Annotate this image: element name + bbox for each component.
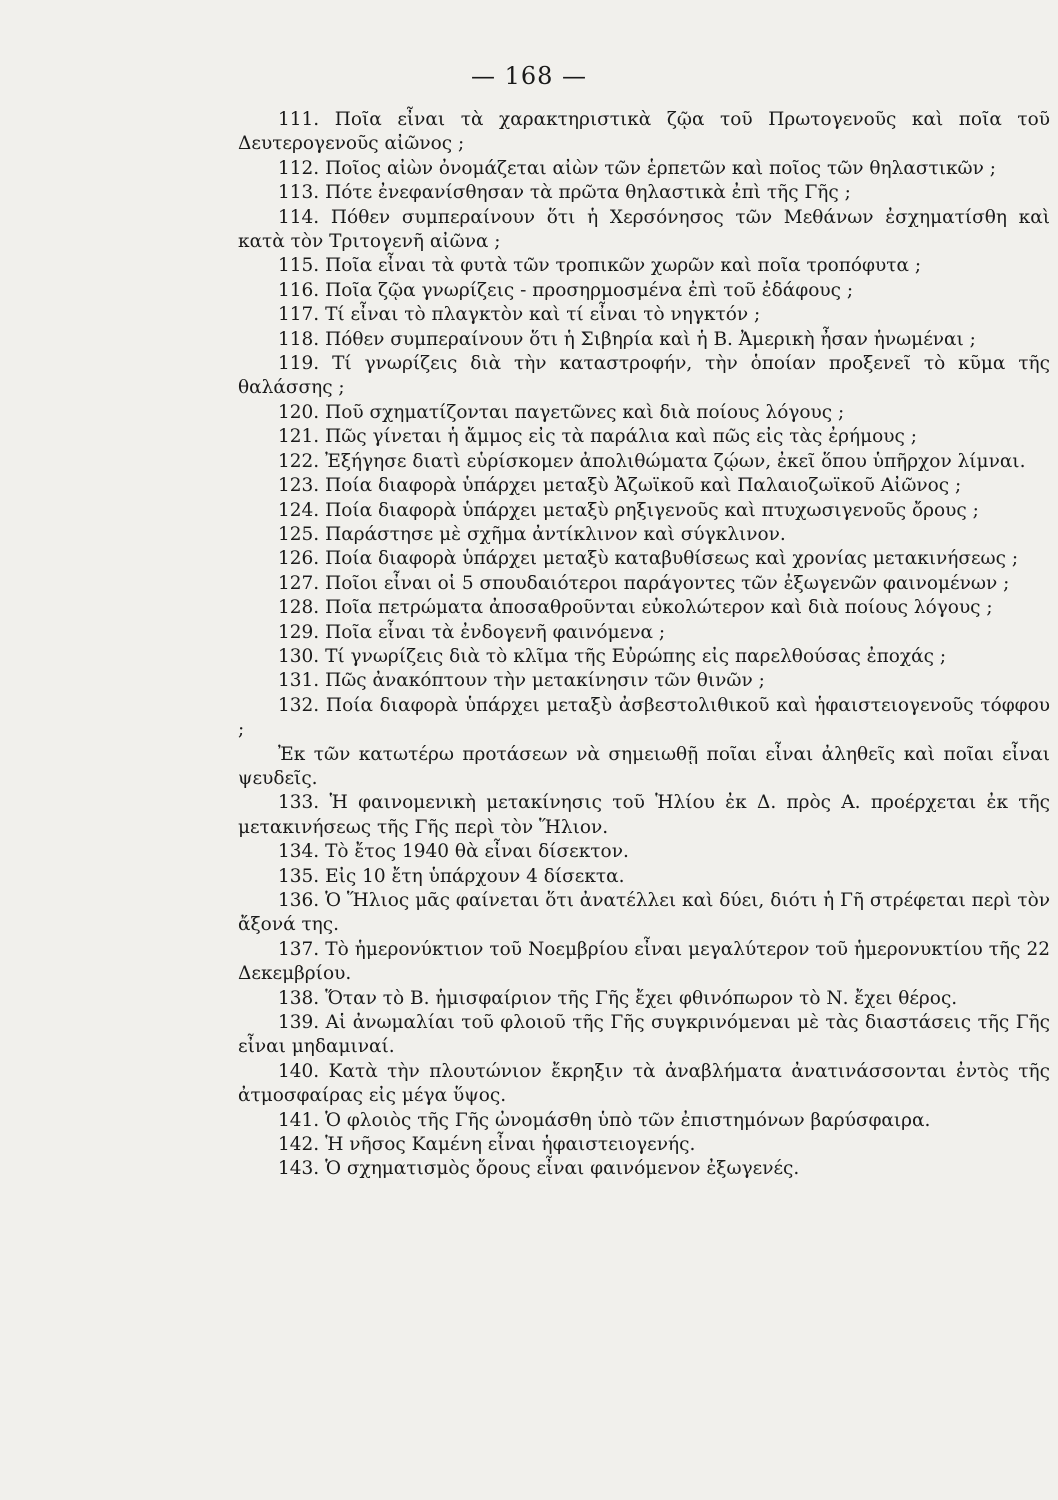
question-item: 121. Πῶς γίνεται ἡ ἄμμος εἰς τὰ παράλια καὶ πῶς εἰς τὰς ἐρήμους ; xyxy=(278,426,917,448)
statement-list xyxy=(238,791,1050,1182)
question-item: 117. Τί εἶναι τὸ πλαγκτὸν καὶ τί εἶναι τὸ νηγκτόν ; xyxy=(278,304,761,326)
question-item: 115. Ποῖα εἶναι τὰ φυτὰ τῶν τροπικῶν χωρῶν καὶ ποῖα τροπόφυτα ; xyxy=(278,255,922,277)
question-item: 116. Ποῖα ζῷα γνωρίζεις - προσηρμοσμένα ἐπὶ τοῦ ἐδάφους ; xyxy=(278,279,854,301)
question-item: 131. Πῶς ἀνακόπτουν τὴν μετακίνησιν τῶν θινῶν ; xyxy=(278,670,765,692)
statement-item: 138. Ὅταν τὸ Β. ἡμισφαίριον τῆς Γῆς ἔχει φθινόπωρον τὸ Ν. ἔχει θέρος. xyxy=(278,987,958,1009)
question-item: 129. Ποῖα εἶναι τὰ ἐνδογενῆ φαινόμενα ; xyxy=(278,621,666,643)
statement-item: 133. Ἡ φαινομενικὴ μετακίνησις τοῦ Ἡλίου ἐκ Δ. πρὸς Α. προέρχεται ἐκ τῆς μετακινήσεως τῆς Γῆς περὶ τὸν Ἥλιον. xyxy=(238,792,1050,838)
question-item: 127. Ποῖοι εἶναι οἱ 5 σπουδαιότεροι παράγοντες τῶν ἐξωγενῶν φαινομένων ; xyxy=(278,572,1010,594)
exercise-text xyxy=(238,108,1050,1182)
question-item: 132. Ποία διαφορὰ ὑπάρχει μεταξὺ ἀσβεστολιθικοῦ καὶ ἡφαιστειογενοῦς τόφφου ; xyxy=(238,694,1050,741)
question-item: 120. Ποῦ σχηματίζονται παγετῶνες καὶ διὰ ποίους λόγους ; xyxy=(278,401,845,423)
statement-item: 142. Ἡ νῆσος Καμένη εἶναι ἡφαιστειογενής. xyxy=(278,1134,696,1156)
page-number: — 168 — xyxy=(470,62,588,90)
question-item: 124. Ποία διαφορὰ ὑπάρχει μεταξὺ ρηξιγενοῦς καὶ πτυχωσιγενοῦς ὄρους ; xyxy=(278,499,979,521)
statement-item: 139. Αἱ ἀνωμαλίαι τοῦ φλοιοῦ τῆς Γῆς συγκρινόμεναι μὲ τὰς διαστάσεις τῆς Γῆς εἶναι μηδαμιναί. xyxy=(238,1012,1050,1058)
question-item: 119. Τί γνωρίζεις διὰ τὴν καταστροφήν, τὴν ὁποίαν προξενεῖ τὸ κῦμα τῆς θαλάσσης ; xyxy=(238,353,1050,399)
question-item: 126. Ποία διαφορὰ ὑπάρχει μεταξὺ καταβυθίσεως καὶ χρονίας μετακινήσεως ; xyxy=(278,548,1019,570)
question-item: 125. Παράστησε μὲ σχῆμα ἀντίκλινον καὶ σύγκλινον. xyxy=(278,523,786,545)
statement-item: 140. Κατὰ τὴν πλουτώνιον ἔκρηξιν τὰ ἀναβλήματα ἀνατινάσσονται ἐντὸς τῆς ἀτμοσφαίρας εἰς μέγα ὕψος. xyxy=(238,1060,1050,1107)
question-item: 123. Ποία διαφορὰ ὑπάρχει μεταξὺ Ἀζωϊκοῦ καὶ Παλαιοζωϊκοῦ Αἰῶνος ; xyxy=(278,475,962,497)
statement-item: 135. Εἰς 10 ἔτη ὑπάρχουν 4 δίσεκτα. xyxy=(278,865,625,887)
statement-item: 136. Ὁ Ἥλιος μᾶς φαίνεται ὅτι ἀνατέλλει καὶ δύει, διότι ἡ Γῆ στρέφεται περὶ τὸν ἄξονά της. xyxy=(238,890,1050,936)
statement-item: 134. Τὸ ἔτος 1940 θὰ εἶναι δίσεκτον. xyxy=(278,841,629,863)
statement-item: 141. Ὁ φλοιὸς τῆς Γῆς ὠνομάσθη ὑπὸ τῶν ἐπιστημόνων βαρύσφαιρα. xyxy=(278,1109,931,1131)
question-item: 114. Πόθεν συμπεραίνουν ὅτι ἡ Χερσόνησος τῶν Μεθάνων ἐσχηματίσθη καὶ κατὰ τὸν Τριτογενῆ αἰῶνα ; xyxy=(238,206,1050,253)
true-false-instruction: Ἐκ τῶν κατωτέρω προτάσεων νὰ σημειωθῇ ποῖαι εἶναι ἀληθεῖς καὶ ποῖαι εἶναι ψευδεῖς. xyxy=(238,743,1050,789)
question-item: 113. Πότε ἐνεφανίσθησαν τὰ πρῶτα θηλαστικὰ ἐπὶ τῆς Γῆς ; xyxy=(278,182,851,204)
statement-item: 143. Ὁ σχηματισμὸς ὄρους εἶναι φαινόμενον ἐξωγενές. xyxy=(278,1158,800,1180)
question-item: 112. Ποῖος αἰὼν ὀνομάζεται αἰὼν τῶν ἑρπετῶν καὶ ποῖος τῶν θηλαστικῶν ; xyxy=(278,157,996,179)
question-item: 130. Τί γνωρίζεις διὰ τὸ κλῖμα τῆς Εὐρώπης εἰς παρελθούσας ἐποχάς ; xyxy=(278,645,947,667)
question-item: 122. Ἐξήγησε διατὶ εὑρίσκομεν ἀπολιθώματα ζῴων, ἐκεῖ ὅπου ὑπῆρχον λίμναι. xyxy=(278,450,1026,472)
question-list xyxy=(238,108,1050,743)
statement-item: 137. Τὸ ἡμερονύκτιον τοῦ Νοεμβρίου εἶναι μεγαλύτερον τοῦ ἡμερονυκτίου τῆς 22 Δεκεμβρίου. xyxy=(238,938,1050,985)
question-item: 111. Ποῖα εἶναι τὰ χαρακτηριστικὰ ζῷα τοῦ Πρωτογενοῦς καὶ ποῖα τοῦ Δευτερογενοῦς αἰῶνος ; xyxy=(238,109,1050,155)
question-item: 118. Πόθεν συμπεραίνουν ὅτι ἡ Σιβηρία καὶ ἡ Β. Ἀμερικὴ ἦσαν ἡνωμέναι ; xyxy=(278,328,976,350)
question-item: 128. Ποῖα πετρώματα ἀποσαθροῦνται εὐκολώτερον καὶ διὰ ποίους λόγους ; xyxy=(278,597,993,619)
